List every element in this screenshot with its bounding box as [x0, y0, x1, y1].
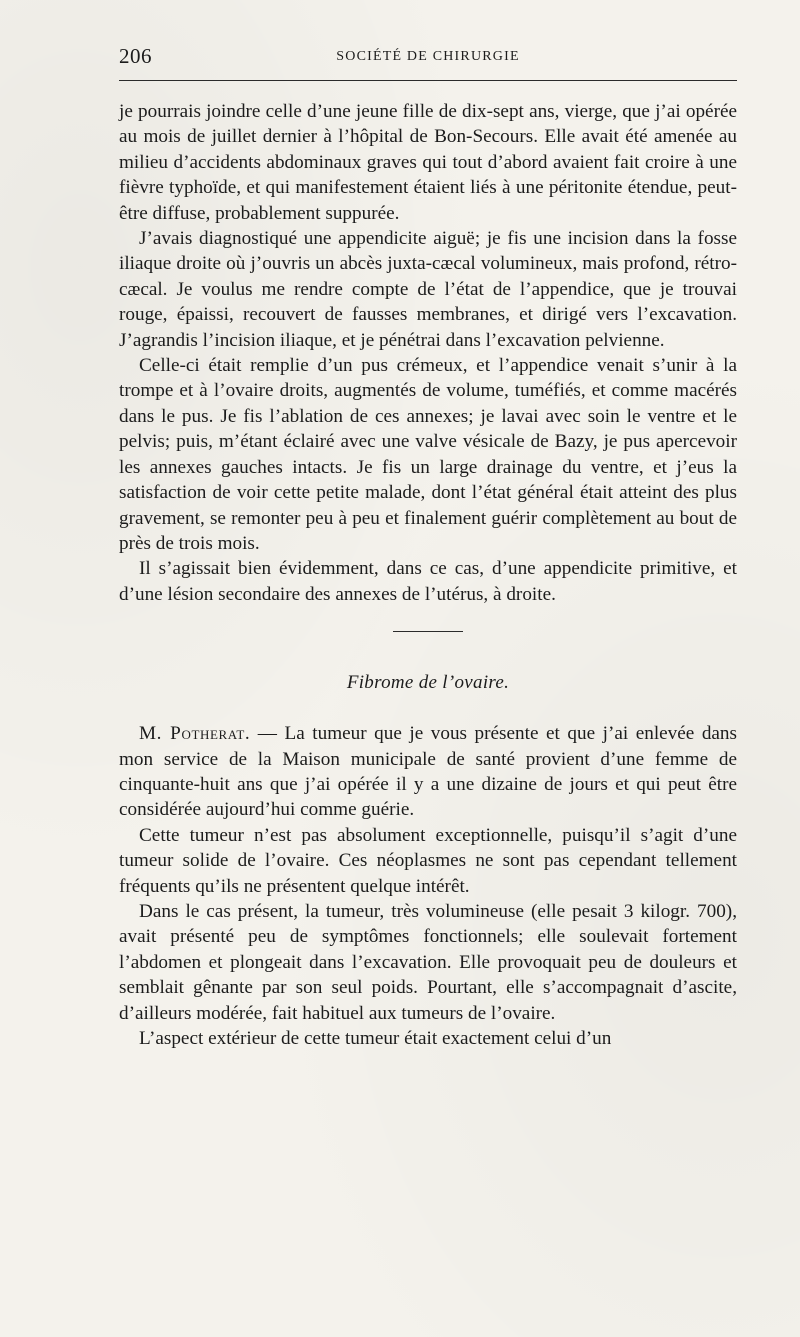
paragraph: J’avais diagnostiqué une appendicite aiguë; je fis une incision dans la fosse iliaque droite où j’ouvris un abcès juxta-cæcal volumineux, mais profond, rétro-cæcal. Je voulus me rendre compte de l’état de l’appendice, que je trouvai rouge, épaissi, recouvert de fausses membranes, et dirigé vers l’excavation. J’agrandis l’incision iliaque, et je pénétrai dans l’excavation pelvienne.: [119, 228, 737, 351]
paragraph: Celle-ci était remplie d’un pus crémeux, et l’appendice venait s’unir à la trompe et à l’ovaire droits, augmentés de volume, tuméfiés, et comme macérés dans le pus. Je fis l’ablation de ces annexes; je lavai avec soin le ventre et le pelvis; puis, m’étant éclairé avec une valve vésicale de Bazy, je pus apercevoir les annexes gauches intacts. Je fis un large drainage du ventre, et j’eus la satisfaction de voir cette petite malade, dont l’état général était atteint des plus gravement, se remonter peu à peu et finalement guérir complètement au bout de près de trois mois.: [119, 355, 737, 554]
section-title: Fibrome de l’ovaire.: [346, 672, 510, 694]
speaker-name: M. Potherat.: [139, 723, 251, 745]
running-head: SOCIÉTÉ DE CHIRURGIE: [336, 49, 520, 64]
header-rule: [119, 80, 737, 81]
paragraph: Dans le cas présent, la tumeur, très volumineuse (elle pesait 3 kilogr. 700), avait présenté peu de symptômes fonctionnels; elle soulevait fortement l’abdomen et plongeait dans l’excavation. Elle provoquait peu de douleurs et semblait gênante par son seul poids. Pourtant, elle s’accompagnait d’ascite, d’ailleurs modérée, fait habituel aux tumeurs de l’ovaire.: [119, 900, 737, 1024]
paragraph: [119, 721, 737, 823]
paragraph: je pourrais joindre celle d’une jeune fille de dix-sept ans, vierge, que j’ai opérée au mois de juillet dernier à l’hôpital de Bon-Secours. Elle avait été amenée au milieu d’accidents abdominaux graves qui tout d’abord avaient fait croire à une fièvre typhoïde, et qui manifestement étaient liés à une péritonite étendue, peut-être diffuse, probablement suppurée.: [119, 101, 737, 224]
section-divider: [393, 631, 463, 632]
paragraph: Cette tumeur n’est pas absolument exceptionnelle, puisqu’il s’agit d’une tumeur solide de l’ovaire. Ces néoplasmes ne sont pas cependant tellement fréquents qu’ils ne présentent quelque intérêt.: [119, 824, 737, 897]
body-text: [119, 99, 737, 1051]
page-number: 206: [119, 44, 152, 68]
paragraph: L’aspect extérieur de cette tumeur était exactement celui d’un: [139, 1028, 612, 1049]
paragraph: Il s’agissait bien évidemment, dans ce cas, d’une appendicite primitive, et d’une lésion secondaire des annexes de l’utérus, à droite.: [119, 558, 737, 605]
section-body: [119, 721, 737, 1051]
page-header: [119, 44, 737, 74]
paragraph-text: — La tumeur que je vous présente et que j’ai enlevée dans mon service de la Maison municipale de santé provient d’une femme de cinquante-huit ans que j’ai opérée il y a une dizaine de jours et qui peut être considérée aujourd’hui comme guérie.: [119, 723, 737, 821]
